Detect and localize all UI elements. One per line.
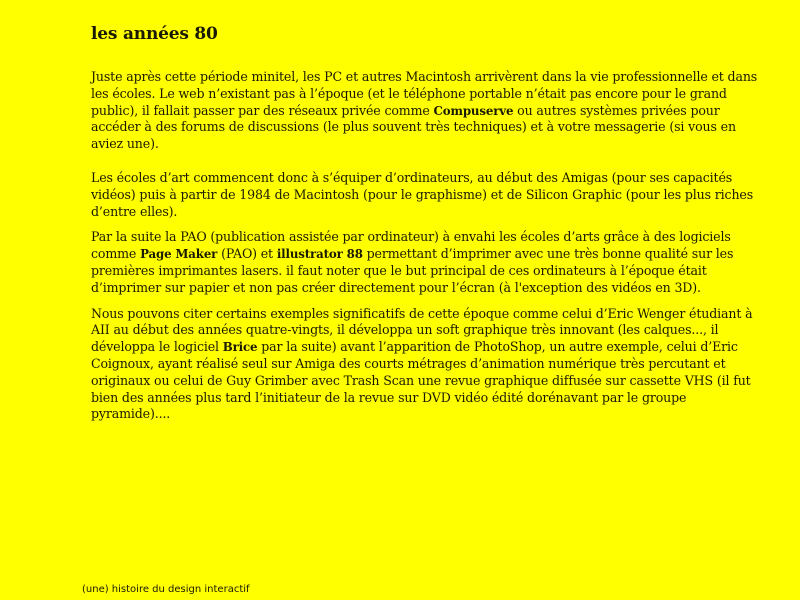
paragraph-ecoles bbox=[91, 170, 763, 220]
paragraph-text: Nous pouvons citer certains exemples significatifs de cette époque comme celui d’Eric Wenger étudiant à AII au début des années quatre-vingts, il développa un soft graphique très innovant (les calques..., il développa le logiciel bbox=[91, 305, 753, 355]
term-brice: Brice bbox=[222, 340, 258, 355]
term-illustrator: illustrator 88 bbox=[276, 247, 363, 262]
article bbox=[91, 24, 763, 423]
paragraph-text: Les écoles d’art commencent donc à s’équiper d’ordinateurs, au début des Amigas (pour ses capacités vidéos) puis à partir de 1984 de Macintosh (pour le graphisme) et de Silicon Graphic (pour les plus riches d’entre elles). bbox=[91, 169, 754, 219]
paragraph-text: par la suite) avant l’apparition de PhotoShop, un autre exemple, celui d’Eric Coignoux, ayant réalisé seul sur Amiga des courts métrages d’animation numérique très percutant et originaux ou celui de Guy Grimber avec Trash Scan une revue graphique diffusée sur cassette VHS (il fut bien des années plus tard l’initiateur de la revue sur DVD vidéo édité dorénavant par le groupe pyramide).... bbox=[91, 339, 751, 422]
paragraph-text: ou autres systèmes privées pour accéder à des forums de discussions (le plus souvent très techniques) et à votre messagerie (si vous en aviez une). bbox=[91, 102, 736, 152]
term-page-maker: Page Maker bbox=[140, 247, 218, 262]
site-footer: (une) histoire du design interactif bbox=[82, 584, 250, 595]
paragraph-text: Juste après cette période minitel, les PC et autres Macintosh arrivèrent dans la vie professionnelle et dans les écoles. Le web n’existant pas à l’époque (et le téléphone portable n’était pas encore pour le grand public), il fallait passer par des réseaux privée comme bbox=[91, 69, 758, 118]
paragraph-pao bbox=[91, 229, 763, 296]
paragraph-exemples bbox=[91, 306, 763, 424]
term-compuserve: Compuserve bbox=[433, 103, 514, 118]
paragraph-minitel bbox=[91, 69, 763, 153]
paragraph-text: Par la suite la PAO (publication assistée par ordinateur) à envahi les écoles d’arts grâce à des logiciels comme bbox=[91, 229, 731, 262]
paragraph-text: permettant d’imprimer avec une très bonne qualité sur les premières imprimantes lasers. il faut noter que le but principal de ces ordinateurs à l’époque était d’imprimer sur papier et non pas créer directement pour l’écran (à l'exception des vidéos en 3D). bbox=[91, 246, 734, 295]
page-title: les années 80 bbox=[91, 24, 218, 44]
paragraph-text: (PAO) et bbox=[217, 246, 277, 262]
